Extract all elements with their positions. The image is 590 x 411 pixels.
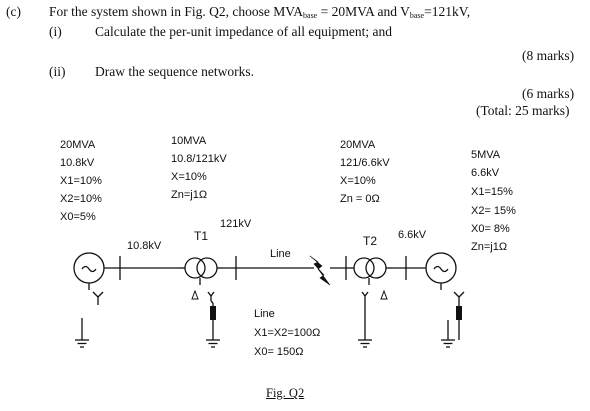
t1-rating-zn: Zn=j1Ω [171,189,208,201]
t2-delta-symbol [381,291,387,299]
t1-rating-x: X=10% [171,171,207,183]
item-i-text: Calculate the per-unit impedance of all equipment; and [95,24,392,39]
g2-rating-kv: 6.6kV [471,167,500,179]
t2-rating-x: X=10% [340,175,376,187]
generator-2-tilde [434,267,448,272]
t2-rating-mva: 20MVA [340,139,376,151]
g2-ground-impedance [456,306,462,320]
bus-voltage-10-8kv: 10.8kV [127,240,162,252]
t2-rating-zn: Zn = 0Ω [340,193,380,205]
stem-start: For the system shown in Fig. Q2, choose MVA [49,4,304,19]
t2-wye-b [365,292,368,296]
g2-wye-arm-a [454,292,459,297]
t1-rating-mva: 10MVA [171,135,207,147]
item-i-marks: (8 marks) [522,48,575,63]
g1-rating-x1: X1=10% [60,175,102,187]
item-ii-marks: (6 marks) [522,86,575,101]
t1-delta-symbol [192,291,198,299]
t2-wye-a [362,292,365,296]
g2-rating-x1: X1=15% [471,186,513,198]
line-label: Line [270,248,291,260]
t1-wye-a [208,292,211,296]
line-data-x0: X0= 150Ω [254,346,304,358]
g1-rating-x0: X0=5% [60,211,96,223]
t2-rating-kv: 121/6.6kV [340,157,390,169]
figure-caption: Fig. Q2 [266,386,305,400]
item-i-number: (i) [49,24,62,39]
g2-rating-mva: 5MVA [471,149,501,161]
bus-voltage-6-6kv: 6.6kV [398,229,427,241]
g1-rating-x2: X2=10% [60,193,102,205]
g2-rating-x0: X0= 8% [471,223,510,235]
t1-ground-impedance [210,306,216,320]
t1-wye-b [211,292,214,296]
t1-rating-kv: 10.8/121kV [171,153,227,165]
g1-rating-mva: 20MVA [60,139,96,151]
base-subscript-1: base [303,11,318,20]
generator-1-tilde [82,267,96,272]
total-marks: (Total: 25 marks) [476,103,570,118]
g1-wye-arm-b [98,292,103,297]
g1-rating-kv: 10.8kV [60,157,95,169]
line-data-x1x2: X1=X2=100Ω [254,327,321,339]
stem-mid: = 20MVA and V [317,4,410,19]
g2-rating-zn: Zn=j1Ω [471,241,508,253]
stem-end: =121kV, [424,4,471,19]
g2-wye-arm-b [459,292,464,297]
bus-voltage-121kv: 121kV [220,218,252,230]
part-label: (c) [6,4,21,19]
t2-secondary-coil [366,258,386,278]
item-ii-text: Draw the sequence networks. [95,64,254,79]
line-data-title: Line [254,308,275,320]
base-subscript-2: base [409,11,425,20]
g1-wye-arm-a [93,292,98,297]
t1-primary-coil [185,258,205,278]
item-ii-number: (ii) [49,64,66,79]
fault-lightning-icon [310,256,330,285]
t2-primary-coil [354,258,374,278]
t2-label: T2 [363,234,378,248]
t1-label: T1 [194,229,209,243]
g2-rating-x2: X2= 15% [471,205,516,217]
t1-secondary-coil [197,258,217,278]
